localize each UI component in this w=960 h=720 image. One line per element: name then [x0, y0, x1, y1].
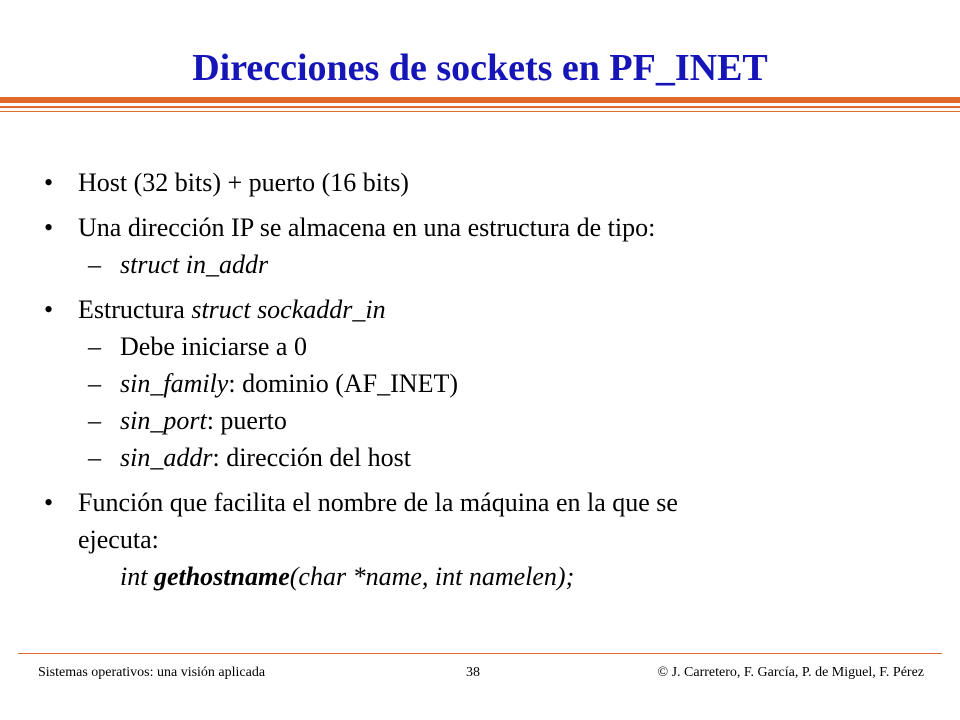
bullet-gethostname	[44, 484, 924, 595]
field-name: sin_family	[120, 369, 229, 398]
field-name: sin_port	[120, 406, 207, 435]
title-underline-thick	[0, 97, 960, 103]
function-args: (char *name, int namelen);	[289, 562, 575, 591]
sub-item-sin-addr	[44, 439, 924, 476]
dash-icon: –	[88, 332, 101, 361]
bullet-host-port	[44, 164, 924, 201]
field-description: : dominio (AF_INET)	[228, 369, 458, 398]
dash-icon: –	[88, 406, 101, 435]
sub-item-init-zero	[44, 328, 924, 365]
bullet-icon: •	[44, 488, 54, 517]
bullet-icon: •	[44, 295, 54, 324]
footer-page-number: 38	[466, 665, 480, 680]
slide-title: Direcciones de sockets en PF_INET	[192, 47, 768, 89]
dash-icon: –	[88, 250, 101, 279]
bullet-ip-address	[44, 209, 924, 283]
footer-divider	[18, 653, 942, 654]
return-type: int	[120, 562, 154, 591]
footer-authors: © J. Carretero, F. García, P. de Miguel, F. Pérez	[657, 665, 924, 680]
bullet-text-line-2: ejecuta:	[78, 525, 159, 554]
bullet-list	[44, 164, 924, 603]
bullet-struct-name: struct sockaddr_in	[191, 295, 386, 324]
function-name: gethostname	[153, 562, 290, 591]
bullet-icon: •	[44, 213, 54, 242]
field-name: sin_addr	[120, 443, 213, 472]
bullet-icon: •	[44, 168, 54, 197]
bullet-prefix: Estructura	[78, 295, 192, 324]
bullet-text: Una dirección IP se almacena en una estructura de tipo:	[78, 213, 656, 242]
field-description: : dirección del host	[212, 443, 412, 472]
sub-item-sin-family	[44, 365, 924, 402]
bullet-text-line-1: Función que facilita el nombre de la máquina en la que se	[78, 488, 678, 517]
dash-icon: –	[88, 443, 101, 472]
bullet-text: Host (32 bits) + puerto (16 bits)	[78, 168, 409, 197]
sub-item-text: Debe iniciarse a 0	[120, 332, 307, 361]
title-underline-medium	[0, 106, 960, 108]
sub-item-sin-port	[44, 402, 924, 439]
dash-icon: –	[88, 369, 101, 398]
bullet-sockaddr-in	[44, 291, 924, 476]
sub-item-text: struct in_addr	[120, 250, 269, 279]
sub-item-in-addr	[44, 246, 924, 283]
field-description: : puerto	[206, 406, 287, 435]
footer-book-title: Sistemas operativos: una visión aplicada	[38, 665, 266, 680]
title-underline-thin	[0, 111, 960, 112]
function-signature	[78, 558, 924, 595]
